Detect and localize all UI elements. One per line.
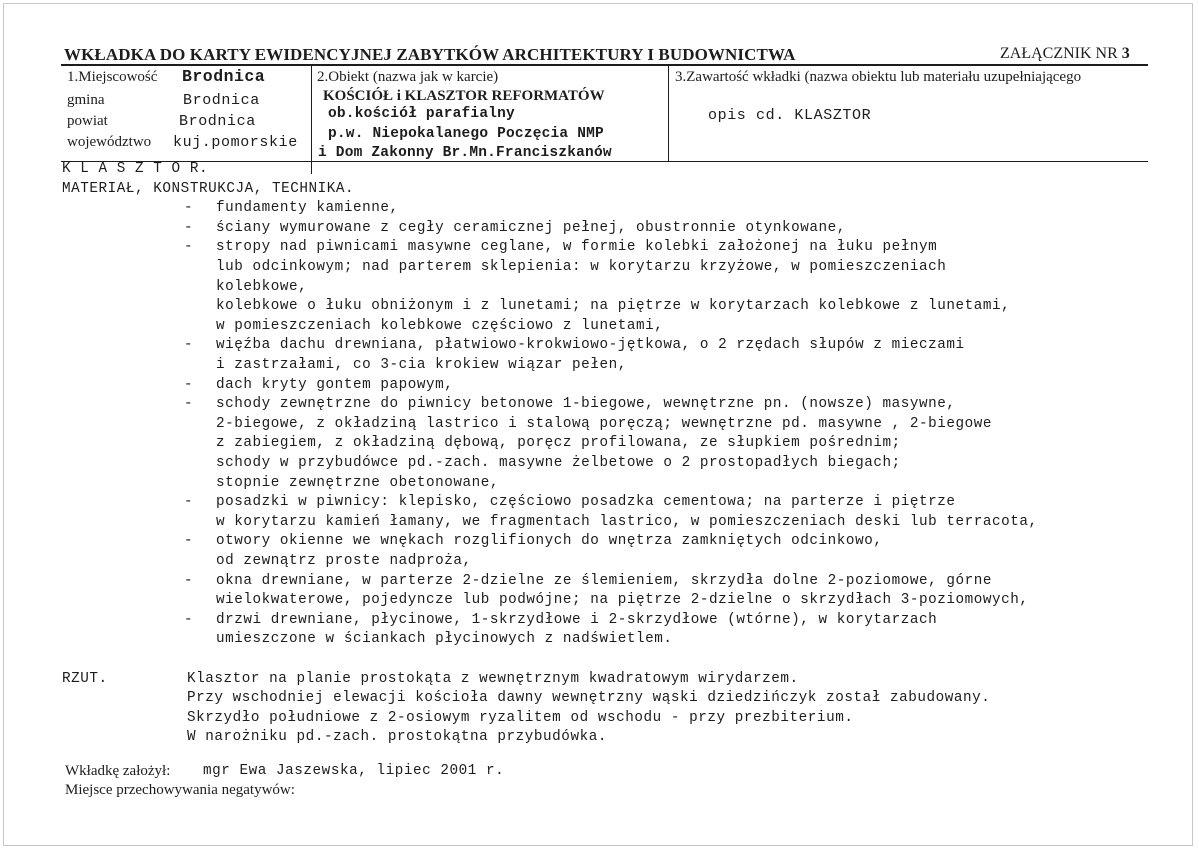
bullet-text-line: 2-biegowe, z okładziną lastrico i stalową poręczą; wewnętrzne pd. masywne , 2-biegowe bbox=[216, 415, 993, 432]
bullet-text-line: dach kryty gontem papowym, bbox=[216, 376, 454, 393]
annex-label-text: ZAŁĄCZNIK NR bbox=[1000, 45, 1118, 62]
bullet-text-line: stopnie zewnętrzne obetonowane, bbox=[216, 474, 500, 491]
plan-text-line: Klasztor na planie prostokąta z wewnętrznym kwadratowym wirydarzem. bbox=[187, 670, 799, 687]
bullet-marker: - bbox=[184, 494, 194, 511]
bullet-text-line: otwory okienne we wnękach rozglifionych do wnętrza zamkniętych odcinkowo, bbox=[216, 533, 883, 550]
wojewodztwo-value: kuj.pomorskie bbox=[173, 134, 298, 151]
bullet-text-line: drzwi drewniane, płycinowe, 1-skrzydłowe i 2-skrzydłowe (wtórne), w korytarzach bbox=[216, 611, 938, 628]
bullet-text-line: stropy nad piwnicami masywne ceglane, w formie kolebki założonej na łuku pełnym bbox=[216, 239, 938, 256]
bullet-marker: - bbox=[184, 200, 194, 217]
bullet-marker: - bbox=[184, 611, 194, 628]
bullet-marker: - bbox=[184, 376, 194, 393]
bullet-text-line: kolebkowe, bbox=[216, 278, 308, 295]
negatives-label: Miejsce przechowywania negatywów: bbox=[65, 782, 295, 798]
bullet-text-line: w korytarzu kamień łamany, we fragmentach lastrico, w pomieszczeniach deski lub terracota, bbox=[216, 513, 1038, 530]
bullet-text-line: okna drewniane, w parterze 2-dzielne ze ślemieniem, skrzydła dolne 2-poziomowe, górne bbox=[216, 572, 993, 589]
object-name-line-2: ob.kościół parafialny bbox=[328, 106, 515, 122]
powiat-label: powiat bbox=[67, 113, 108, 129]
bullet-text-line: posadzki w piwnicy: klepisko, częściowo posadzka cementowa; na parterze i piętrze bbox=[216, 494, 956, 511]
content-value: opis cd. KLASZTOR bbox=[708, 107, 872, 124]
gmina-value: Brodnica bbox=[183, 92, 260, 109]
bullet-text-line: schody zewnętrzne do piwnicy betonowe 1-biegowe, wewnętrzne pn. (nowsze) masywne, bbox=[216, 396, 956, 413]
plan-label: RZUT. bbox=[62, 670, 108, 687]
bullet-text-line: z zabiegiem, z okładziną dębową, poręcz profilowana, ze słupkiem pośrednim; bbox=[216, 435, 901, 452]
annex-label bbox=[1000, 45, 1130, 63]
bullet-text-line: od zewnątrz proste nadproża, bbox=[216, 553, 472, 569]
subsection-title: MATERIAŁ, KONSTRUKCJA, TECHNIKA. bbox=[62, 180, 355, 197]
bullet-text-line: fundamenty kamienne, bbox=[216, 200, 399, 217]
header-divider-1 bbox=[311, 64, 312, 174]
object-name-line-4: i Dom Zakonny Br.Mn.Franciszkanów bbox=[318, 145, 612, 161]
bullet-text-line: w pomieszczeniach kolebkowe częściowo z lunetami, bbox=[216, 317, 664, 334]
author-value: mgr Ewa Jaszewska, lipiec 2001 r. bbox=[203, 763, 505, 779]
bullet-text-line: lub odcinkowym; nad parterem sklepienia: w korytarzu krzyżowe, w pomieszczeniach bbox=[216, 259, 947, 275]
gmina-label: gmina bbox=[67, 92, 105, 108]
bullet-text-line: kolebkowe o łuku obniżonym i z lunetami; na piętrze w korytarzach kolebkowe z lunetami, bbox=[216, 298, 1011, 315]
locality-value: Brodnica bbox=[182, 67, 266, 86]
wojewodztwo-label: województwo bbox=[67, 134, 152, 150]
bullet-marker: - bbox=[184, 239, 194, 256]
locality-label: 1.Miejscowość bbox=[67, 69, 158, 85]
document-title: WKŁADKA DO KARTY EWIDENCYJNEJ ZABYTKÓW ARCHITEKTURY I BUDOWNICTWA bbox=[64, 45, 796, 64]
bullet-marker: - bbox=[184, 572, 194, 589]
header-divider-2 bbox=[668, 64, 669, 162]
powiat-value: Brodnica bbox=[179, 113, 256, 130]
object-label: 2.Obiekt (nazwa jak w karcie) bbox=[317, 69, 499, 85]
plan-text-line: Przy wschodniej elewacji kościoła dawny wewnętrzny wąski dziedzińczyk został zabudowany. bbox=[187, 690, 991, 707]
plan-text-line: Skrzydło południowe z 2-osiowym ryzalitem od wschodu - przy prezbiterium. bbox=[187, 709, 854, 726]
author-label: Wkładkę założył: bbox=[65, 763, 171, 779]
bullet-text-line: więźba dachu drewniana, płatwiowo-krokwiowo-jętkowa, o 2 rzędach słupów z mieczami bbox=[216, 337, 965, 354]
plan-text-line: W narożniku pd.-zach. prostokątna przybudówka. bbox=[187, 729, 607, 746]
bullet-marker: - bbox=[184, 533, 194, 550]
object-name-line-3: p.w. Niepokalanego Poczęcia NMP bbox=[328, 126, 604, 142]
bullet-marker: - bbox=[184, 337, 194, 354]
bullet-marker: - bbox=[184, 396, 194, 413]
bullet-text-line: umieszczone w ściankach płycinowych z nadświetlem. bbox=[216, 631, 673, 648]
bullet-text-line: i zastrzałami, co 3-cia krokiew wiązar pełen, bbox=[216, 357, 627, 373]
bullet-text-line: schody w przybudówce pd.-zach. masywne żelbetowe o 2 prostopadłych biegach; bbox=[216, 455, 901, 471]
bullet-text-line: wielokwaterowe, pojedyncze lub podwójne; na piętrze 2-dzielne o skrzydłach 3-poziomowych, bbox=[216, 592, 1029, 609]
content-label: 3.Zawartość wkładki (nazwa obiektu lub materiału uzupełniającego bbox=[675, 69, 1082, 85]
section-title: K L A S Z T O R. bbox=[62, 161, 209, 177]
annex-number: 3 bbox=[1121, 45, 1130, 62]
bullet-text-line: ściany wymurowane z cegły ceramicznej pełnej, obustronnie otynkowane, bbox=[216, 219, 846, 236]
bullet-marker: - bbox=[184, 219, 194, 236]
object-name-line-1: KOŚCIÓŁ i KLASZTOR REFORMATÓW bbox=[323, 88, 605, 104]
